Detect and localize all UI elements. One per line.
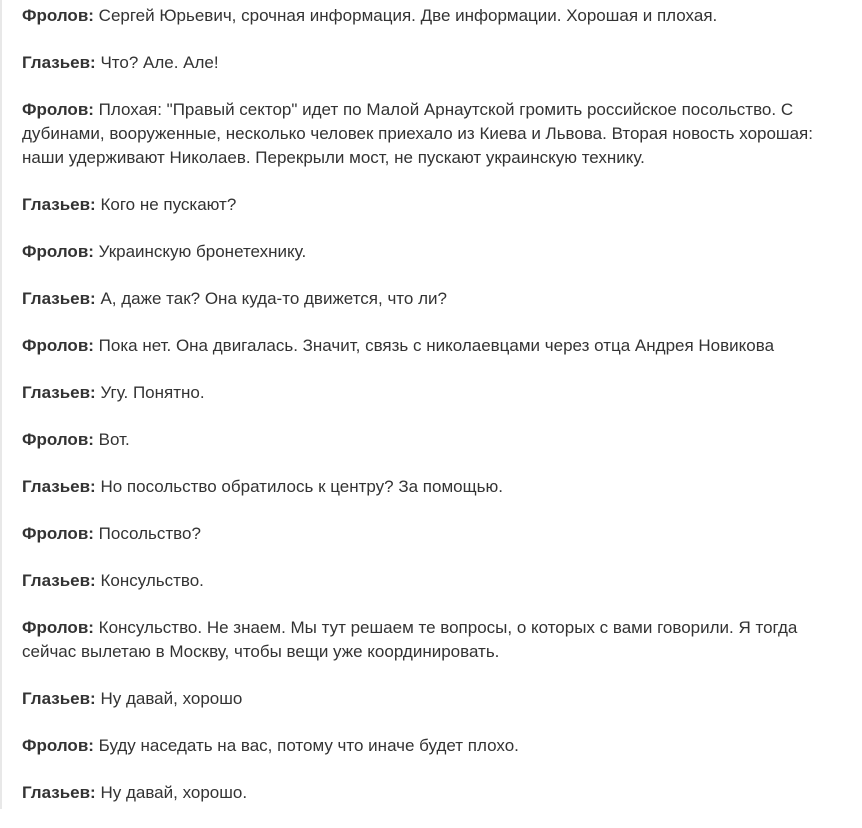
transcript-line xyxy=(22,475,852,499)
transcript-line xyxy=(22,4,852,28)
speaker-name: Фролов: xyxy=(22,736,94,755)
line-text: Кого не пускают? xyxy=(95,195,237,214)
transcript-line xyxy=(22,781,852,805)
speaker-name: Фролов: xyxy=(22,242,94,261)
transcript-line xyxy=(22,381,852,405)
transcript-line xyxy=(22,734,852,758)
transcript-line xyxy=(22,687,852,711)
line-text: Угу. Понятно. xyxy=(95,383,205,402)
speaker-name: Фролов: xyxy=(22,100,94,119)
line-text: Вот. xyxy=(93,430,130,449)
line-text: Пока нет. Она двигалась. Значит, связь с николаевцами через отца Андрея Новикова xyxy=(93,336,775,355)
transcript-line xyxy=(22,522,852,546)
line-text: Ну давай, хорошо. xyxy=(95,783,248,802)
line-text: А, даже так? Она куда-то движется, что ли? xyxy=(95,289,447,308)
speaker-name: Фролов: xyxy=(22,336,94,355)
speaker-name: Глазьев: xyxy=(22,195,96,214)
transcript-line xyxy=(22,240,852,264)
speaker-name: Глазьев: xyxy=(22,689,96,708)
speaker-name: Фролов: xyxy=(22,524,94,543)
transcript-line xyxy=(22,569,852,593)
line-text: Украинскую бронетехнику. xyxy=(93,242,307,261)
line-text: Плохая: "Правый сектор" идет по Малой Арнаутской громить российское посольство. С дубинами, вооруженные, несколько человек приехало из Киева и Львова. Вторая новость хорошая: наши удерживают Николаев. Перекрыли мост, не пускают украинскую технику. xyxy=(22,100,813,167)
transcript-line xyxy=(22,193,852,217)
transcript xyxy=(22,4,852,828)
transcript-line xyxy=(22,287,852,311)
line-text: Ну давай, хорошо xyxy=(95,689,243,708)
transcript-line xyxy=(22,51,852,75)
speaker-name: Фролов: xyxy=(22,6,94,25)
transcript-line xyxy=(22,616,852,664)
speaker-name: Глазьев: xyxy=(22,289,96,308)
transcript-line xyxy=(22,98,852,170)
line-text: Но посольство обратилось к центру? За помощью. xyxy=(95,477,503,496)
line-text: Буду наседать на вас, потому что иначе будет плохо. xyxy=(93,736,519,755)
speaker-name: Глазьев: xyxy=(22,783,96,802)
speaker-name: Фролов: xyxy=(22,618,94,637)
line-text: Сергей Юрьевич, срочная информация. Две информации. Хорошая и плохая. xyxy=(93,6,718,25)
line-text: Консульство. Не знаем. Мы тут решаем те вопросы, о которых с вами говорили. Я тогда сейчас вылетаю в Москву, чтобы вещи уже координировать. xyxy=(22,618,798,661)
line-text: Посольство? xyxy=(93,524,201,543)
line-text: Консульство. xyxy=(95,571,204,590)
speaker-name: Фролов: xyxy=(22,430,94,449)
speaker-name: Глазьев: xyxy=(22,383,96,402)
transcript-line xyxy=(22,428,852,452)
transcript-line xyxy=(22,334,852,358)
speaker-name: Глазьев: xyxy=(22,571,96,590)
speaker-name: Глазьев: xyxy=(22,477,96,496)
line-text: Что? Але. Але! xyxy=(95,53,219,72)
speaker-name: Глазьев: xyxy=(22,53,96,72)
